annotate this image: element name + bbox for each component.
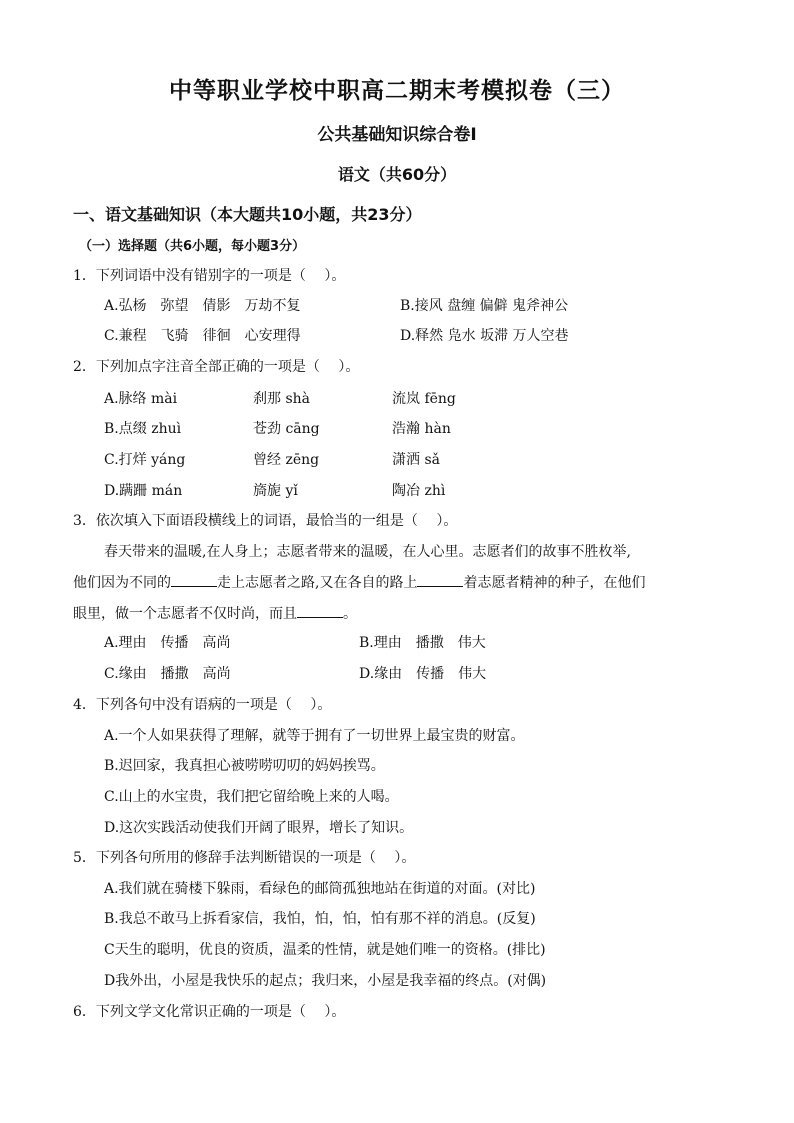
passage-text: 眼里，做一个志愿者不仅时尚，而且 <box>73 606 297 622</box>
question-2-option-d-word2: 旖旎 yǐ <box>253 483 298 499</box>
question-4-option-c: C.山上的水宝贵，我们把它留给晚上来的人喝。 <box>104 789 399 805</box>
passage-text: 他们因为不同的 <box>73 575 171 591</box>
question-4-option-a: A.一个人如果获得了理解，就等于拥有了一切世界上最宝贵的财富。 <box>104 728 525 744</box>
question-2-option-b: B.点缀 zhuì <box>104 421 182 437</box>
question-3-passage-line-3 <box>73 603 357 624</box>
question-4-option-b: B.迟回家，我真担心被唠唠叨叨的妈妈挨骂。 <box>104 758 385 774</box>
answer-blank-2[interactable] <box>417 572 463 587</box>
question-5-stem: 5．下列各句所用的修辞手法判断错误的一项是（ ）。 <box>73 850 416 866</box>
question-4-stem: 4．下列各句中没有语病的一项是（ ）。 <box>73 697 332 713</box>
page-title: 中等职业学校中职高二期末考模拟卷（三） <box>169 78 625 104</box>
question-3-option-a: A.理由 传播 高尚 <box>104 635 231 651</box>
question-2-option-c-word3: 潇洒 sǎ <box>392 452 440 468</box>
question-2-option-b-word3: 浩瀚 hàn <box>392 421 451 437</box>
question-2-option-a-word3: 流岚 fēng <box>392 391 456 407</box>
question-1-option-d: D.释然 凫水 坂滞 万人空巷 <box>400 328 569 344</box>
question-1-stem: 1．下列词语中没有错别字的一项是（ ）。 <box>73 268 346 284</box>
question-2-option-d-word3: 陶冶 zhì <box>392 483 446 499</box>
answer-blank-3[interactable] <box>297 603 343 618</box>
question-3-stem: 3．依次填入下面语段横线上的词语，最恰当的一组是（ ）。 <box>73 513 458 529</box>
question-3-option-d: D.缘由 传播 伟大 <box>359 666 487 682</box>
question-5-option-d: D我外出，小屋是我快乐的起点；我归来，小屋是我幸福的终点。(对偶) <box>104 973 547 989</box>
question-2-option-c: C.打烊 yáng <box>104 452 186 468</box>
question-6-stem: 6．下列文学文化常识正确的一项是（ ）。 <box>73 1004 346 1020</box>
passage-text: 着志愿者精神的种子，在他们 <box>463 575 646 591</box>
question-5-option-b: B.我总不敢马上拆看家信，我怕，怕，怕，怕有那不祥的消息。(反复) <box>104 911 536 927</box>
passage-text: 。 <box>343 606 357 622</box>
question-2-option-a-word2: 刹那 shà <box>253 391 310 407</box>
question-2-option-a: A.脉络 mài <box>104 391 178 407</box>
passage-text: 走上志愿者之路,又在各自的路上 <box>217 575 418 591</box>
question-1-option-a: A.弘杨 弥望 倩影 万劫不复 <box>104 298 301 314</box>
answer-blank-1[interactable] <box>171 572 217 587</box>
question-3-passage-line-1: 春天带来的温暖,在人身上；志愿者带来的温暖，在人心里。志愿者们的故事不胜枚举, <box>104 544 631 560</box>
question-3-option-b: B.理由 播撒 伟大 <box>359 635 486 651</box>
question-2-option-c-word2: 曾经 zēng <box>253 452 320 468</box>
question-3-passage-line-2 <box>73 572 645 593</box>
question-3-option-c: C.缘由 播撒 高尚 <box>104 666 231 682</box>
subsection-heading: （一）选择题（共6小题，每小题3分） <box>79 239 306 254</box>
question-4-option-d: D.这次实践活动使我们开阔了眼界，增长了知识。 <box>104 820 414 836</box>
question-2-option-b-word2: 苍劲 cāng <box>253 421 320 437</box>
page-subtitle: 公共基础知识综合卷Ⅰ <box>317 125 477 145</box>
question-5-option-a: A.我们就在骑楼下躲雨，看绿色的邮筒孤独地站在街道的对面。(对比) <box>104 881 536 897</box>
question-2-stem: 2．下列加点字注音全部正确的一项是（ ）。 <box>73 359 360 375</box>
section-heading: 一、语文基础知识（本大题共10小题，共23分） <box>73 205 422 224</box>
question-1-option-b: B.接风 盘缠 偏僻 鬼斧神公 <box>400 298 569 314</box>
subject-heading: 语文（共60分） <box>337 165 457 184</box>
question-1-option-c: C.兼程 飞骑 徘徊 心安理得 <box>104 328 301 344</box>
question-2-option-d: D.蹒跚 mán <box>104 483 183 499</box>
question-5-option-c: C天生的聪明，优良的资质，温柔的性情，就是她们唯一的资格。(排比) <box>104 942 546 958</box>
